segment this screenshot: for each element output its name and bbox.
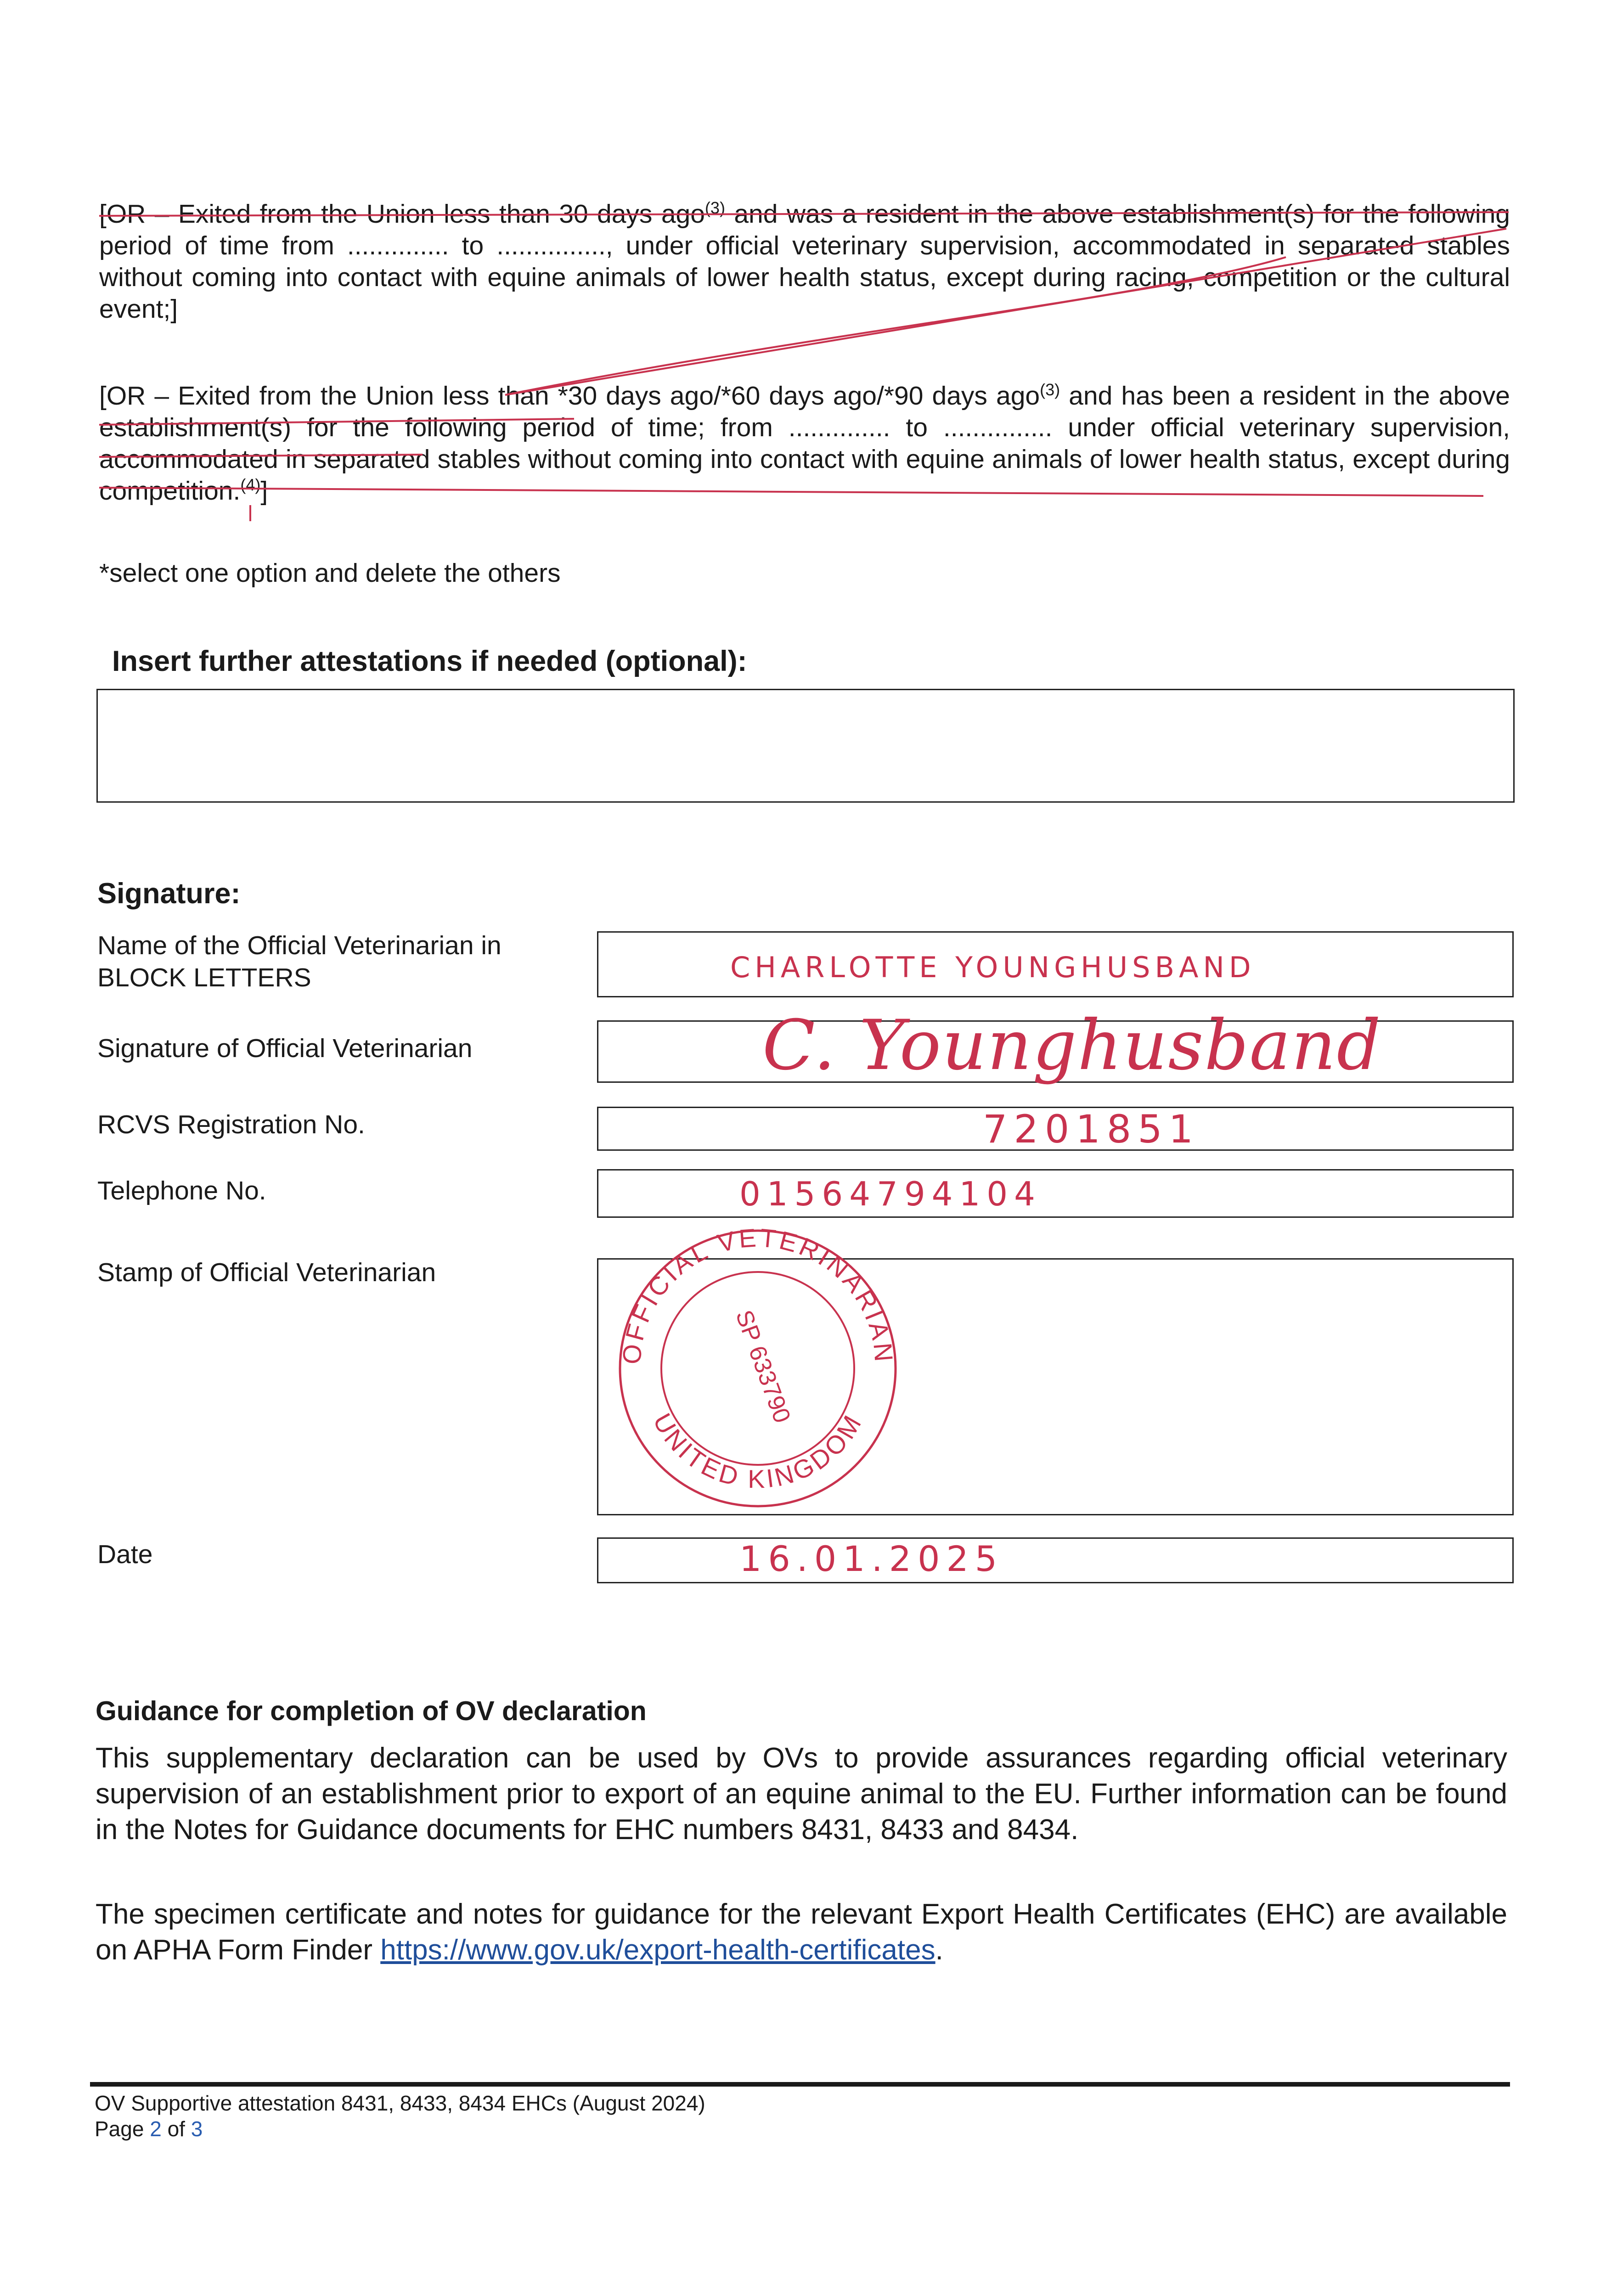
date-label: Date <box>97 1540 153 1569</box>
signature-heading: Signature: <box>97 878 241 910</box>
handwritten-rcvs: 7201851 <box>983 1107 1200 1152</box>
page-word: Page <box>95 2117 144 2141</box>
export-health-certificates-link[interactable]: https://www.gov.uk/export-health-certificates <box>380 1934 935 1966</box>
handwritten-date: 16.01.2025 <box>739 1538 1004 1579</box>
stamp-top-text: OFFICIAL VETERINARIAN <box>617 1223 899 1366</box>
option-1-text-a: [OR – Exited from the Union less than 30 days ago <box>99 199 705 229</box>
option-2-text-c: ] <box>260 476 268 506</box>
handwritten-name: CHARLOTTE YOUNGHUSBAND <box>730 951 1256 984</box>
guidance-paragraph-1 <box>96 1740 1507 1848</box>
handwritten-signature: C. Younghusband <box>762 1006 1382 1086</box>
footnote-ref: (3) <box>704 198 725 217</box>
date-field[interactable] <box>597 1537 1514 1583</box>
footnote-ref: (4) <box>240 475 261 494</box>
telephone-label: Telephone No. <box>97 1176 266 1205</box>
option-1-text-b: and was a resident in the above establishment(s) for the following period of time from .............. to ..............., under official veterinary supervision, accommodated in separated stables without coming into contact with equine animals of lower health status, except during racing, competition or the cultural event;] <box>99 199 1510 324</box>
rcvs-label: RCVS Registration No. <box>97 1110 365 1139</box>
further-attestations-heading: Insert further attestations if needed (optional): <box>112 645 747 677</box>
guidance-text-2-end: . <box>935 1934 943 1966</box>
page-current: 2 <box>150 2117 162 2141</box>
guidance-text-1: This supplementary declaration can be used by OVs to provide assurances regarding official veterinary supervision of an establishment prior to export of an equine animal to the EU. Further information can be found in the Notes for Guidance documents for EHC numbers 8431, 8433 and 8434. <box>96 1742 1507 1846</box>
footnote-ref: (3) <box>1040 380 1060 399</box>
signature-label: Signature of Official Veterinarian <box>97 1034 473 1063</box>
footer-title: OV Supportive attestation 8431, 8433, 8434 EHCs (August 2024) <box>95 2091 705 2115</box>
guidance-text-2: The specimen certificate and notes for guidance for the relevant Export Health Certificates (EHC) are available on APHA Form Finder <box>96 1898 1507 1966</box>
page-number <box>95 2116 203 2142</box>
of-word: of <box>167 2117 185 2141</box>
handwritten-telephone: 01564794104 <box>739 1175 1042 1213</box>
option-2-text-a: [OR – Exited from the Union less than *30 days ago/*60 days ago/*90 days ago <box>99 381 1040 411</box>
name-label: Name of the Official Veterinarian in BLOCK LETTERS <box>97 931 502 992</box>
guidance-paragraph-2 <box>96 1896 1507 1968</box>
option-2-text-b: and has been a resident in the above establishment(s) for the following period of time; from .............. to ............... under official veterinary supervision, accommodated in separated stables without coming into contact with equine animals of lower health status, except during competition. <box>99 381 1510 506</box>
stamp-number: SP 633790 <box>730 1306 796 1427</box>
page-total: 3 <box>191 2117 203 2141</box>
guidance-heading: Guidance for completion of OV declaration <box>96 1696 647 1726</box>
stamp-label: Stamp of Official Veterinarian <box>97 1258 436 1287</box>
select-note: *select one option and delete the others <box>99 558 561 588</box>
stamp-bottom-text: UNITED KINGDOM <box>648 1408 868 1494</box>
footer-rule <box>90 2082 1510 2087</box>
